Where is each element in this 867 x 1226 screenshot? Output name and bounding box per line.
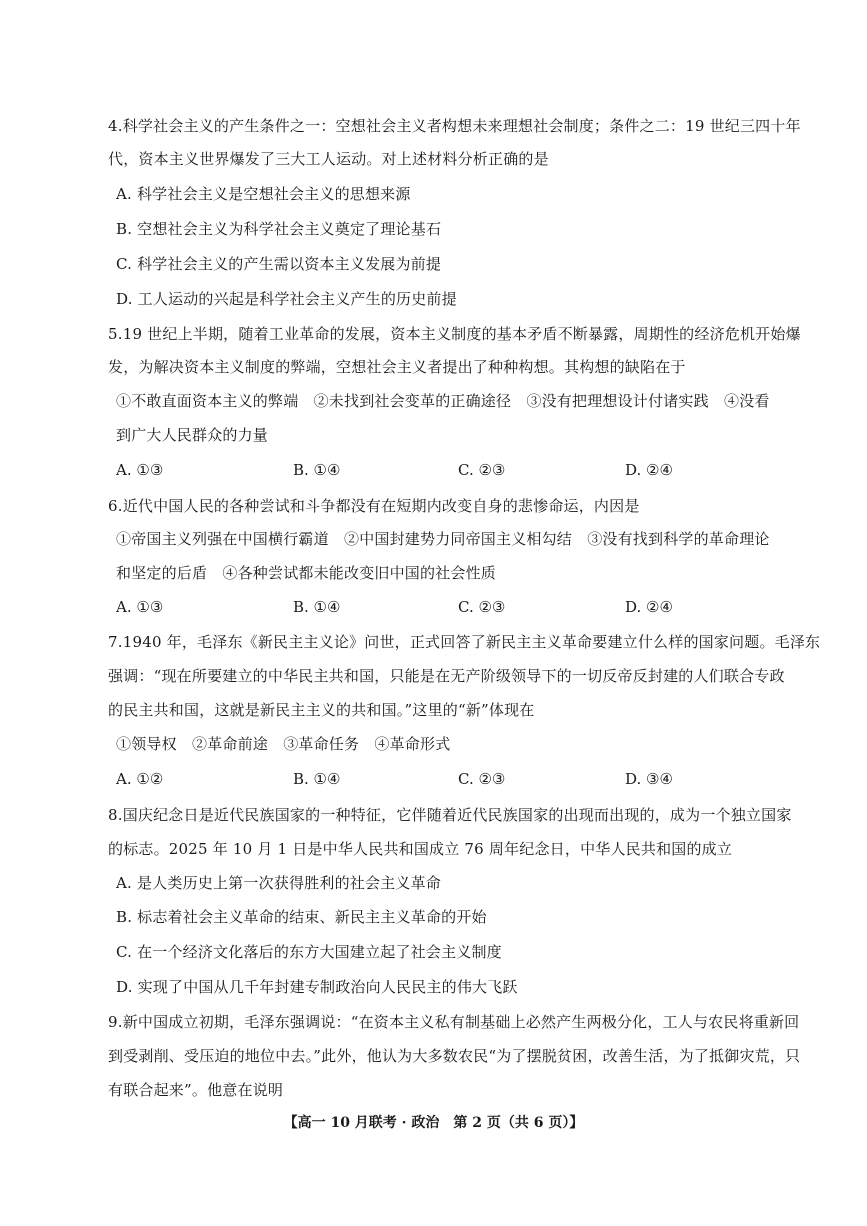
q4-stem-line-2: 代，资本主义世界爆发了三大工人运动。对上述材料分析正确的是 [108, 150, 549, 168]
page-footer: 【高一 10 月联考 · 政治 第 2 页（共 6 页）】 [283, 1115, 584, 1131]
q5-items-line-1: ①不敢直面资本主义的弊端 ②未找到社会变革的正确途径 ③没有把理想设计付诸实践 ④没看 [116, 392, 770, 410]
q8-stem-line-2: 的标志。2025 年 10 月 1 日是中华人民共和国成立 76 周年纪念日，中华人民共和国的成立 [108, 840, 733, 858]
q6-stem-line-1: 6.近代中国人民的各种尝试和斗争都没有在短期内改变自身的悲惨命运，内因是 [108, 497, 640, 515]
q4-option-c: C. 科学社会主义的产生需以资本主义发展为前提 [116, 255, 442, 273]
q7-stem-line-3: 的民主共和国，这就是新民主主义的共和国。”这里的“新”体现在 [108, 701, 535, 719]
q5-stem-line-2: 发，为解决资本主义制度的弊端，空想社会主义者提出了种种构想。其构想的缺陷在于 [108, 358, 686, 376]
q6-choice-b: B. ①④ [293, 598, 341, 616]
q6-items-line-1: ①帝国主义列强在中国横行霸道 ②中国封建势力同帝国主义相勾结 ③没有找到科学的革命理论 [116, 530, 770, 548]
q6-choice-d: D. ②④ [625, 598, 673, 616]
q7-choice-d: D. ③④ [625, 770, 673, 788]
q9-stem-line-1: 9.新中国成立初期，毛泽东强调说：“在资本主义私有制基础上必然产生两极分化，工人与农民将重新回 [108, 1013, 800, 1031]
q7-items: ①领导权 ②革命前途 ③革命任务 ④革命形式 [116, 735, 451, 753]
q9-stem-line-2: 到受剥削、受压迫的地位中去。”此外，他认为大多数农民“为了摆脱贫困，改善生活，为了抵御灾荒，只 [108, 1047, 801, 1065]
q6-choice-a: A. ①③ [116, 598, 164, 616]
q7-stem-line-1: 7.1940 年，毛泽东《新民主主义论》问世，正式回答了新民主主义革命要建立什么样的国家问题。毛泽东 [108, 633, 821, 651]
q5-stem-line-1: 5.19 世纪上半期，随着工业革命的发展，资本主义制度的基本矛盾不断暴露，周期性的经济危机开始爆 [108, 325, 801, 343]
q8-option-d: D. 实现了中国从几千年封建专制政治向人民民主的伟大飞跃 [116, 978, 518, 996]
q7-choice-b: B. ①④ [293, 770, 341, 788]
q4-option-a: A. 科学社会主义是空想社会主义的思想来源 [116, 185, 411, 203]
q8-stem-line-1: 8.国庆纪念日是近代民族国家的一种特征，它伴随着近代民族国家的出现而出现的，成为一个独立国家 [108, 806, 792, 824]
q5-items-line-2: 到广大人民群众的力量 [116, 426, 269, 444]
q6-choice-c: C. ②③ [458, 598, 506, 616]
q7-stem-line-2: 强调：“现在所要建立的中华民主共和国，只能是在无产阶级领导下的一切反帝反封建的人们联合专政 [108, 667, 785, 685]
q5-choice-c: C. ②③ [458, 461, 506, 479]
q6-items-line-2: 和坚定的后盾 ④各种尝试都未能改变旧中国的社会性质 [116, 564, 497, 582]
q9-stem-line-3: 有联合起来”。他意在说明 [108, 1081, 284, 1099]
q4-stem-line-1: 4.科学社会主义的产生条件之一：空想社会主义者构想未来理想社会制度；条件之二：19 世纪三四十年 [108, 117, 801, 135]
q5-choice-a: A. ①③ [116, 461, 164, 479]
q4-option-d: D. 工人运动的兴起是科学社会主义产生的历史前提 [116, 290, 457, 308]
q5-choice-d: D. ②④ [625, 461, 673, 479]
q8-option-c: C. 在一个经济文化落后的东方大国建立起了社会主义制度 [116, 943, 502, 961]
q8-option-a: A. 是人类历史上第一次获得胜利的社会主义革命 [116, 874, 441, 892]
q4-option-b: B. 空想社会主义为科学社会主义奠定了理论基石 [116, 220, 442, 238]
q8-option-b: B. 标志着社会主义革命的结束、新民主主义革命的开始 [116, 908, 487, 926]
q7-choice-a: A. ①② [116, 770, 164, 788]
q7-choice-c: C. ②③ [458, 770, 506, 788]
q5-choice-b: B. ①④ [293, 461, 341, 479]
